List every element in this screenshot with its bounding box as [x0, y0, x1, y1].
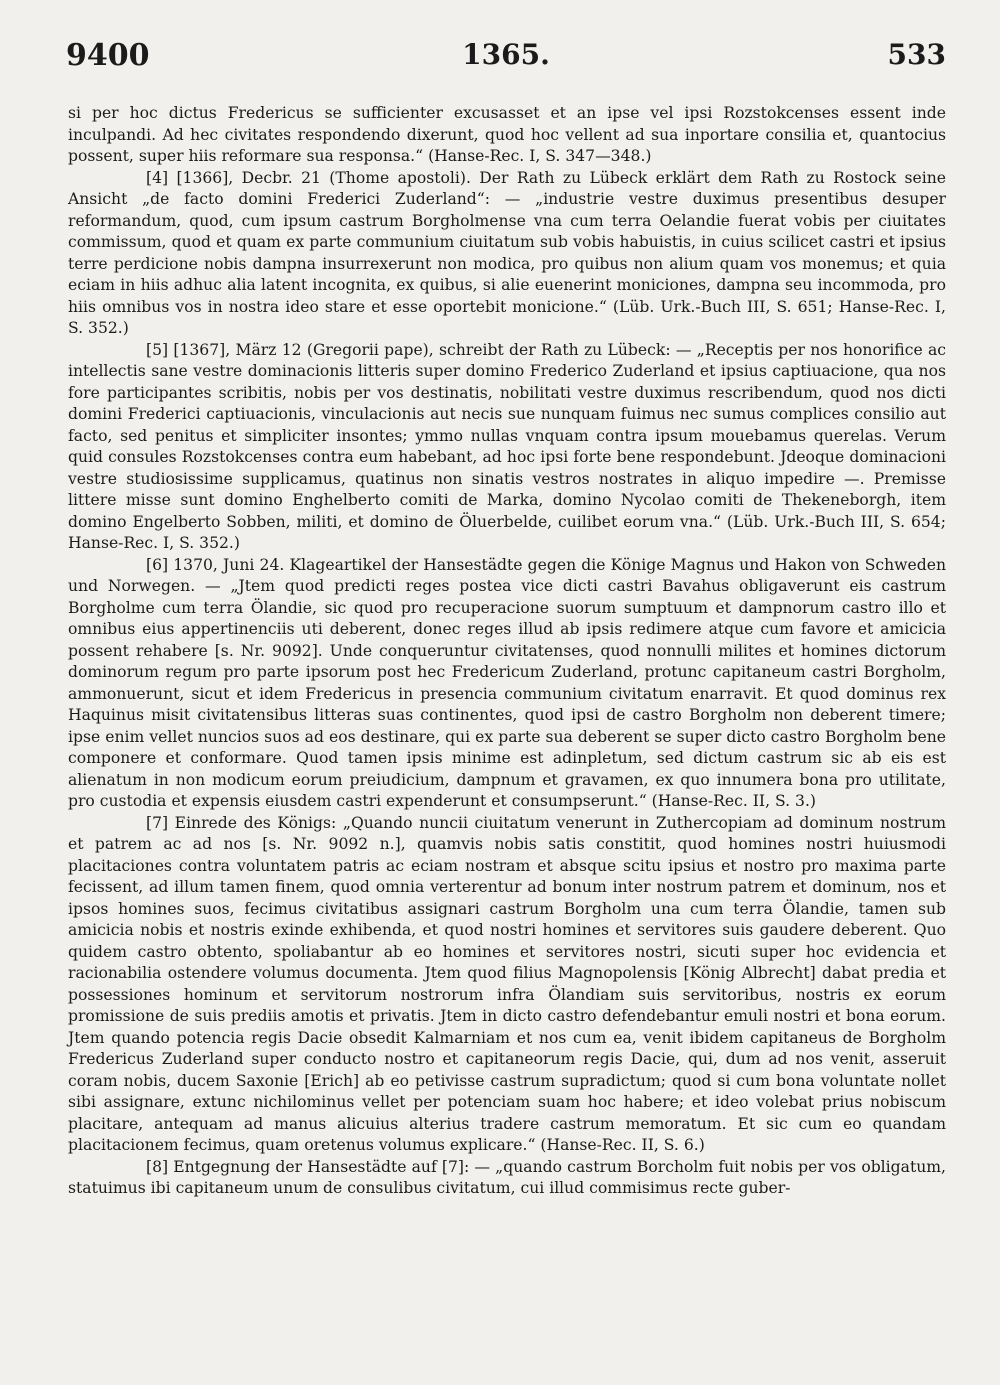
document-body — [68, 103, 946, 1200]
paragraph-8: [8] Entgegnung der Hansestädte auf [7]: — „quando castrum Borcholm fuit nobis per vos obligatum, statuimus ibi capitaneum unum de consulibus civitatum, cui illud commisimus recte guber- — [68, 1157, 946, 1197]
paragraph-5: [5] [1367], März 12 (Gregorii pape), schreibt der Rath zu Lübeck: — „Receptis per nos honorifice ac intellectis sane vestre dominacionis litteris super domino Frederico Zuderland et ipsius captiuacione, qua nos fore participantes scribitis, nobis per vos destinatis, nobilitati vestre duximus rescribendum, quod nos dicti domini Frederici captiuacionis, vinculacionis aut necis sue nunquam fuimus nec sumus complices consilio aut facto, sed penitus et simpliciter insontes; ymmo nullas vnquam contra ipsum mouebamus querelas. Verum quid consules Rozstokcenses contra eum habebant, ad hoc ipsi forte bene respondebunt. Jdeoque dominacioni vestre studiosissime supplicamus, quatinus non sinatis vestros nostrates in aliquo impedire —. Premisse littere misse sunt domino Enghelberto comiti de Marka, domino Nycolao comiti de Thekeneborgh, item domino Engelberto Sobben, militi, et domino de Öluerbelde, cuilibet eorum vna.“ (Lüb. Urk.-Buch III, S. 654; Hanse-Rec. I, S. 352.) — [68, 340, 946, 552]
page-number: 533 — [887, 38, 946, 71]
paragraph-4: [4] [1366], Decbr. 21 (Thome apostoli). Der Rath zu Lübeck erklärt dem Rath zu Rostock seine Ansicht „de facto domini Frederici Zuderland“: — „industrie vestre duximus presentibus desuper reformandum, quod, cum ipsum castrum Borgholmense vna cum terra Oelandie fuerat vobis per ciuitates commissum, quod et quam ex parte communium ciuitatum sub vobis habuistis, in cuius scilicet castri et ipsius terre perdicione nobis dampna insurrexerunt non modica, pro quibus non alium quam vos monemus; et quia eciam in hiis adhuc alia latent incognita, ex quibus, si alie euenerint moniciones, dampna seu incommoda, pro hiis omnibus vos in nostra ideo stare et esse oportebit monicione.“ (Lüb. Urk.-Buch III, S. 651; Hanse-Rec. I, S. 352.) — [68, 168, 946, 337]
document-number: 9400 — [66, 38, 150, 73]
paragraph-6: [6] 1370, Juni 24. Klageartikel der Hansestädte gegen die Könige Magnus und Hakon von Schweden und Norwegen. — „Jtem quod predicti reges postea vice dicti castri Bavahus obligaverunt eis castrum Borgholme cum terra Ölandie, sic quod pro recuperacione suorum sumptuum et dampnorum castro illo et omnibus eius appertinenciis uti deberent, donec reges illud ab ipsis redimere atque cum favore et amicicia possent rehabere [s. Nr. 9092]. Unde conqueruntur civitatenses, quod nonnulli milites et homines dictorum dominorum regum pro parte ipsorum post hec Fredericum Zuderland, protunc capitaneum castri Borgholm, ammonuerunt, sicut et idem Fredericus in presencia communium civitatum enarravit. Et quod dominus rex Haquinus misit civitatensibus litteras suas continentes, quod ipsi de castro Borgholm non deberent timere; ipse enim vellet nuncios suos ad eos destinare, qui ex parte sua deberent se super dicto castro Borgholm bene componere et conformare. Quod tamen ipsis minime est adinpletum, sed dictum castrum sic ab eis est alienatum in non modicum eorum preiudicium, dampnum et gravamen, ex quo innumera bona pro utilitate, pro custodia et expensis eiusdem castri expenderunt et consumpserunt.“ (Hanse-Rec. II, S. 3.) — [68, 555, 946, 810]
paragraph-7: [7] Einrede des Königs: „Quando nuncii ciuitatum venerunt in Zuthercopiam ad dominum nostrum et patrem ac ad nos [s. Nr. 9092 n.], quamvis nobis satis constitit, quod homines nostri huiusmodi placitaciones contra voluntatem patris ac eciam nostram et absque scitu ipsius et nostro pro maxima parte fecissent, ad illum tamen finem, quod omnia verterentur ad bonum inter nostrum patrem et dominum, nos et ipsos homines suos, fecimus civitatibus assignari castrum Borgholm una cum terra Ölandie, tamen sub amicicia nobis et nostris exinde exhibenda, et quod nostri homines et servitores suis gaudere deberent. Quo quidem castro obtento, spoliabantur ab eo homines et servitores nostri, sicuti super hoc evidencia et racionabilia ostendere volumus documenta. Jtem quod filius Magnopolensis [König Albrecht] dabat predia et possessiones hominum et servitorum nostrorum infra Ölandiam suis servitoribus, nostris ex eorum promissione de suis prediis amotis et privatis. Jtem in dicto castro defendebantur emuli nostri et bona eorum. Jtem quando potencia regis Dacie obsedit Kalmarniam et nos cum ea, venit ibidem capitaneus de Borgholm Fredericus Zuderland super conducto nostro et capitaneorum regis Dacie, qui, dum ad nos venit, asseruit coram nobis, ducem Saxonie [Erich] ab eo petivisse castrum supradictum; quod si cum bona voluntate nollet sibi assignare, extunc nichilominus vellet per potenciam suam hoc habere; et ideo volebat prius nobiscum placitare, antequam ad manus alicuius alterius tradere castrum memoratum. Et sic cum eo quandam placitacionem fecimus, quam oretenus volumus explicare.“ (Hanse-Rec. II, S. 6.) — [68, 813, 946, 1154]
page-header — [66, 38, 946, 78]
paragraph-continuation: si per hoc dictus Fredericus se sufficienter excusasset et an ipse vel ipsi Rozstokcenses essent inde inculpandi. Ad hec civitates respondendo dixerunt, quod hoc vellent ad sua inportare consilia et, quantocius possent, super hiis reformare sua responsa.“ (Hanse-Rec. I, S. 347—348.) — [68, 104, 946, 165]
year-heading: 1365. — [462, 38, 550, 71]
